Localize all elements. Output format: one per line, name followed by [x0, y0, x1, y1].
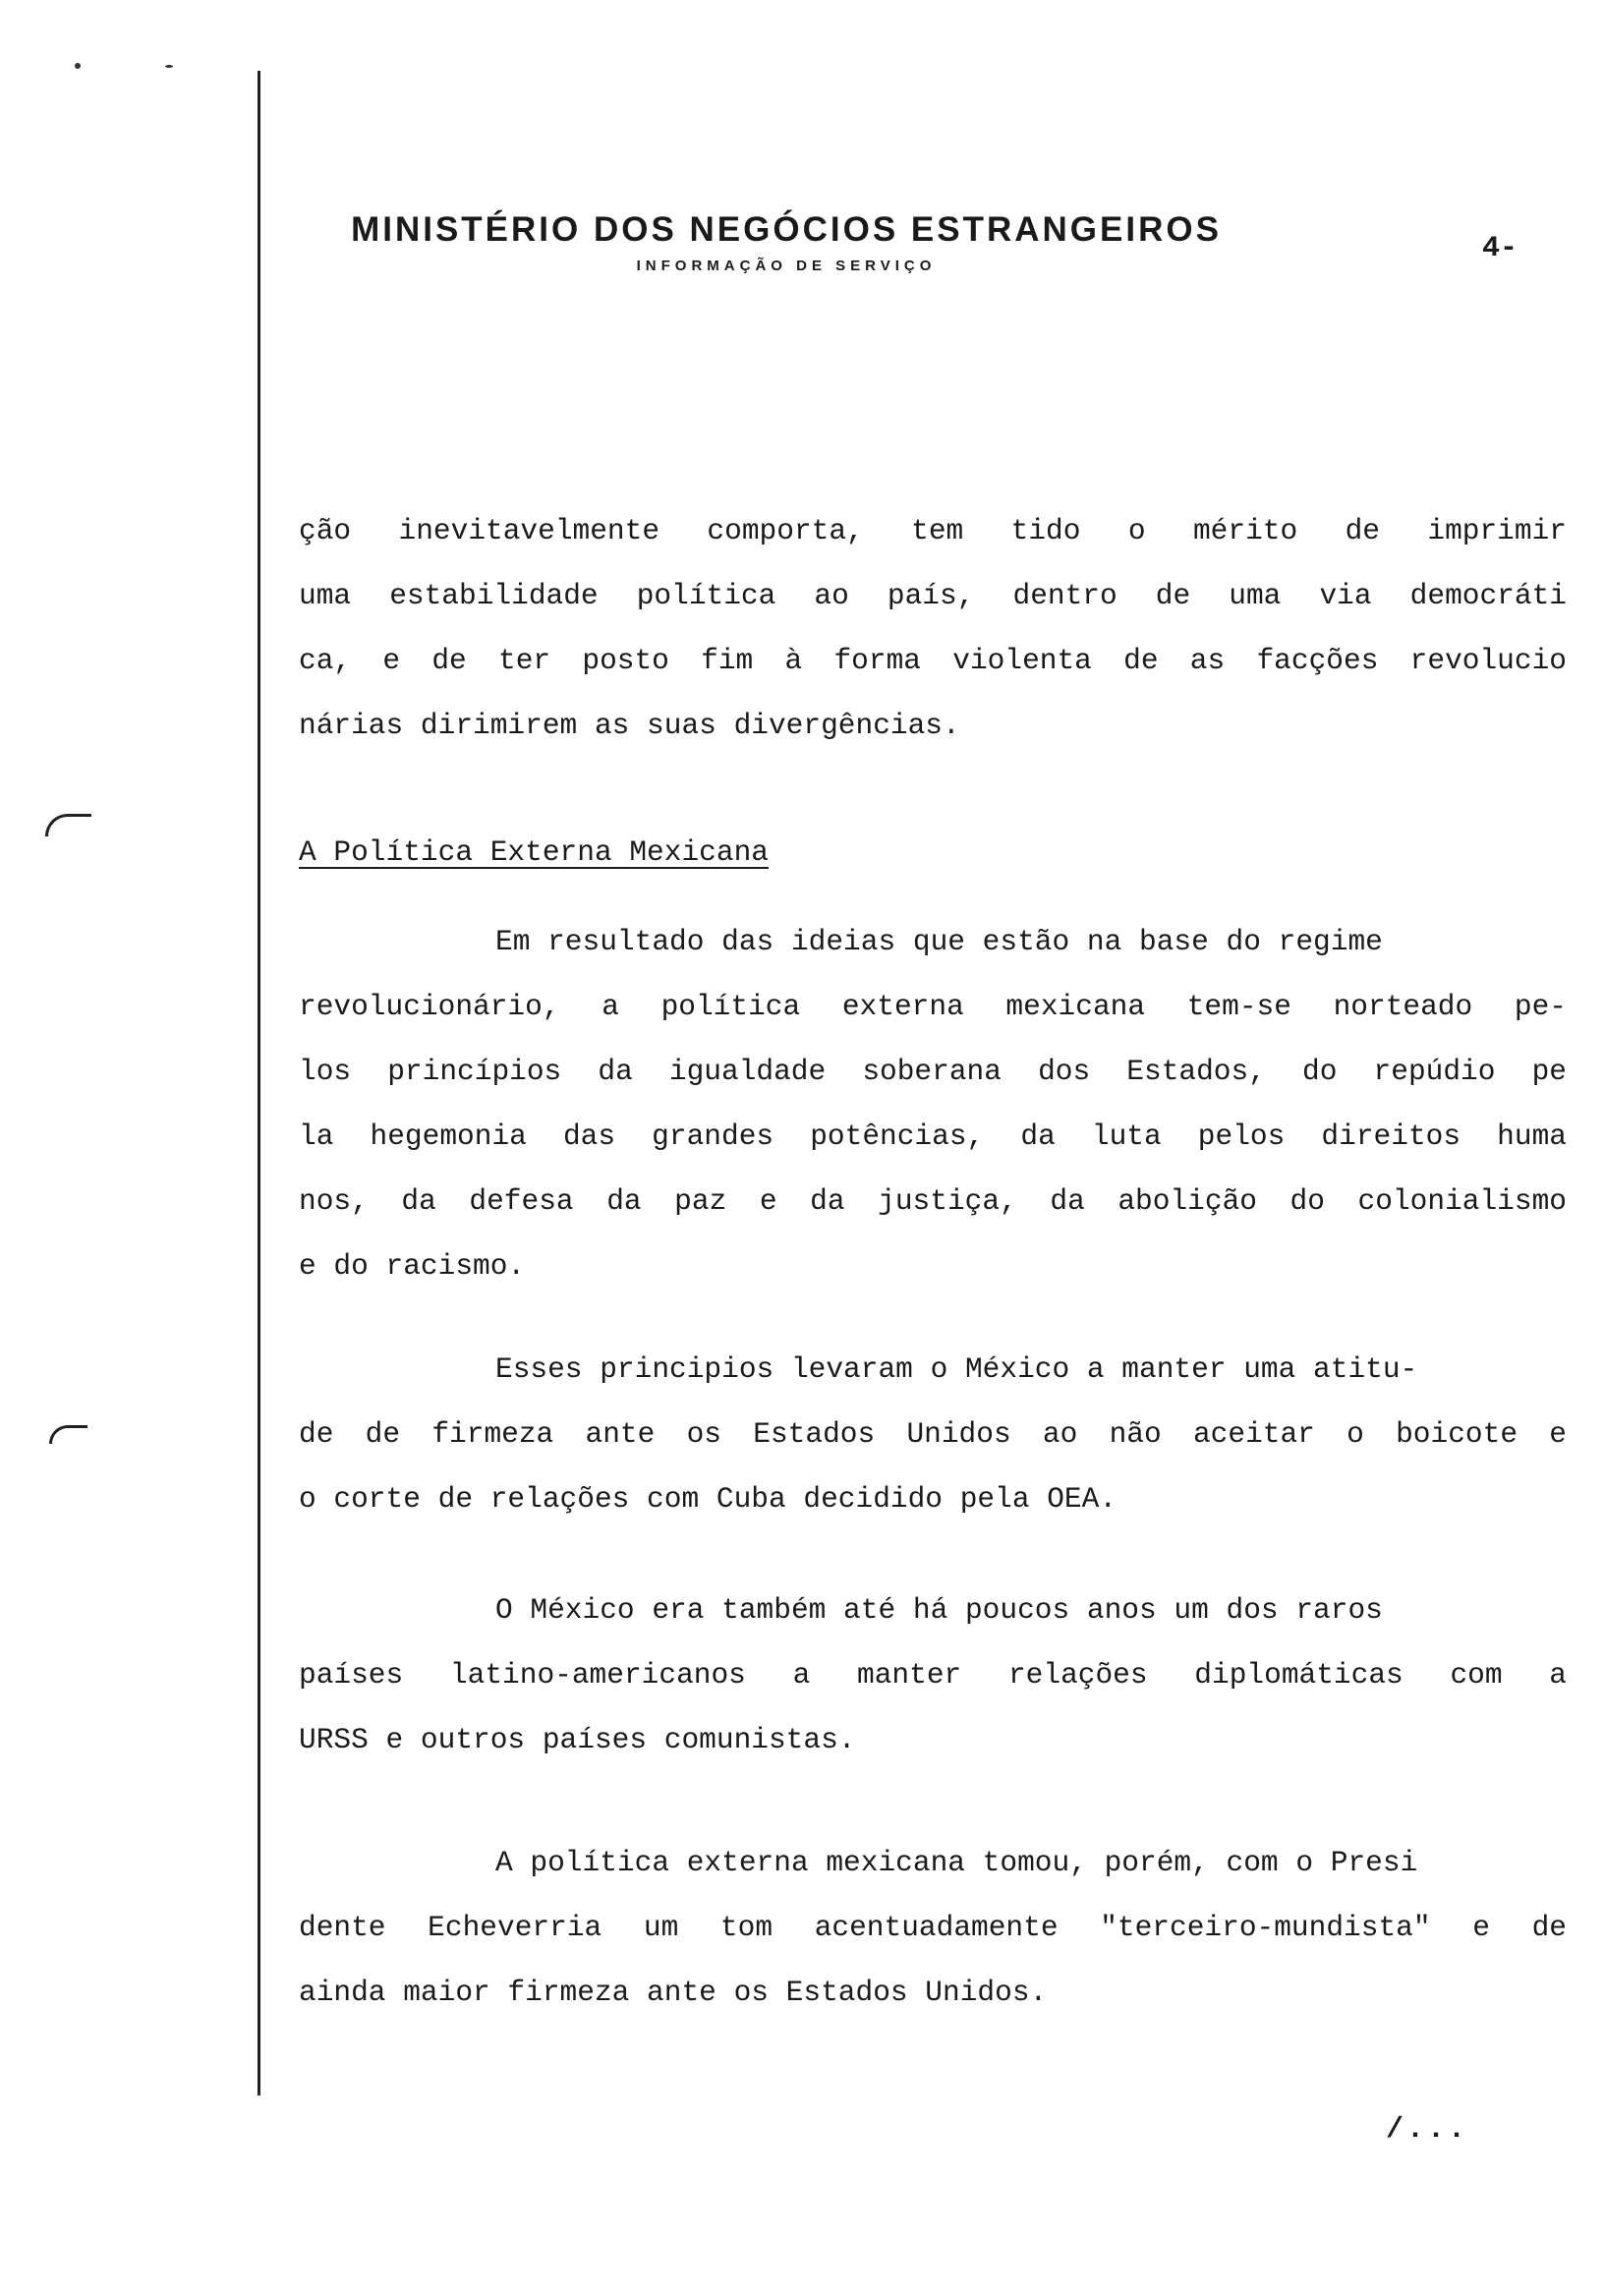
continuation-mark: /... [1386, 2113, 1469, 2147]
text-line: ainda maior firmeza ante os Estados Unidos. [299, 1976, 1048, 2009]
text-line: países latino-americanos a manter relações diplomáticas com a [299, 1658, 1567, 1692]
paragraph [299, 1337, 1567, 1531]
text-line: URSS e outros países comunistas. [299, 1723, 856, 1756]
text-line: ca, e de ter posto fim à forma violenta de as facções revolucio [299, 644, 1567, 677]
punch-hole-mark [49, 1425, 87, 1444]
paragraph-continuation [299, 498, 1567, 758]
text-line: A política externa mexicana tomou, porém, com o Presi [495, 1846, 1418, 1879]
text-line: nos, da defesa da paz e da justiça, da abolição do colonialismo [299, 1184, 1567, 1218]
section-heading-block [299, 820, 1567, 885]
text-line: los princípios da igualdade soberana dos Estados, do repúdio pe [299, 1055, 1567, 1088]
text-line: Esses principios levaram o México a manter uma atitu- [495, 1352, 1418, 1386]
punch-hole-mark [45, 814, 91, 836]
text-line: e do racismo. [299, 1249, 526, 1283]
ministry-title: MINISTÉRIO DOS NEGÓCIOS ESTRANGEIROS [351, 210, 1222, 249]
text-line: de de firmeza ante os Estados Unidos ao não aceitar o boicote e [299, 1417, 1567, 1451]
text-line: nárias dirimirem as suas divergências. [299, 709, 960, 742]
text-line: Em resultado das ideias que estão na base do regime [495, 925, 1383, 958]
text-line: o corte de relações com Cuba decidido pela OEA. [299, 1482, 1117, 1516]
text-line: la hegemonia das grandes potências, da luta pelos direitos huma [299, 1119, 1567, 1153]
letterhead [295, 210, 1278, 274]
margin-rule [258, 71, 260, 2095]
paragraph [299, 909, 1567, 1298]
text-line: revolucionário, a política externa mexicana tem-se norteado pe- [299, 990, 1567, 1023]
text-line: O México era também até há poucos anos um dos raros [495, 1593, 1383, 1627]
section-heading: A Política Externa Mexicana [299, 835, 769, 869]
scan-speck [75, 63, 81, 69]
text-line: uma estabilidade política ao país, dentro de uma via democráti [299, 579, 1567, 612]
letterhead-subtitle: INFORMAÇÃO DE SERVIÇO [636, 258, 937, 274]
paragraph [299, 1830, 1567, 2025]
page-number: 4- [1482, 232, 1518, 265]
scan-speck [165, 65, 173, 68]
paragraph [299, 1578, 1567, 1772]
text-line: ção inevitavelmente comporta, tem tido o mérito de imprimir [299, 514, 1567, 547]
text-line: dente Echeverria um tom acentuadamente "terceiro-mundista" e de [299, 1911, 1567, 1944]
